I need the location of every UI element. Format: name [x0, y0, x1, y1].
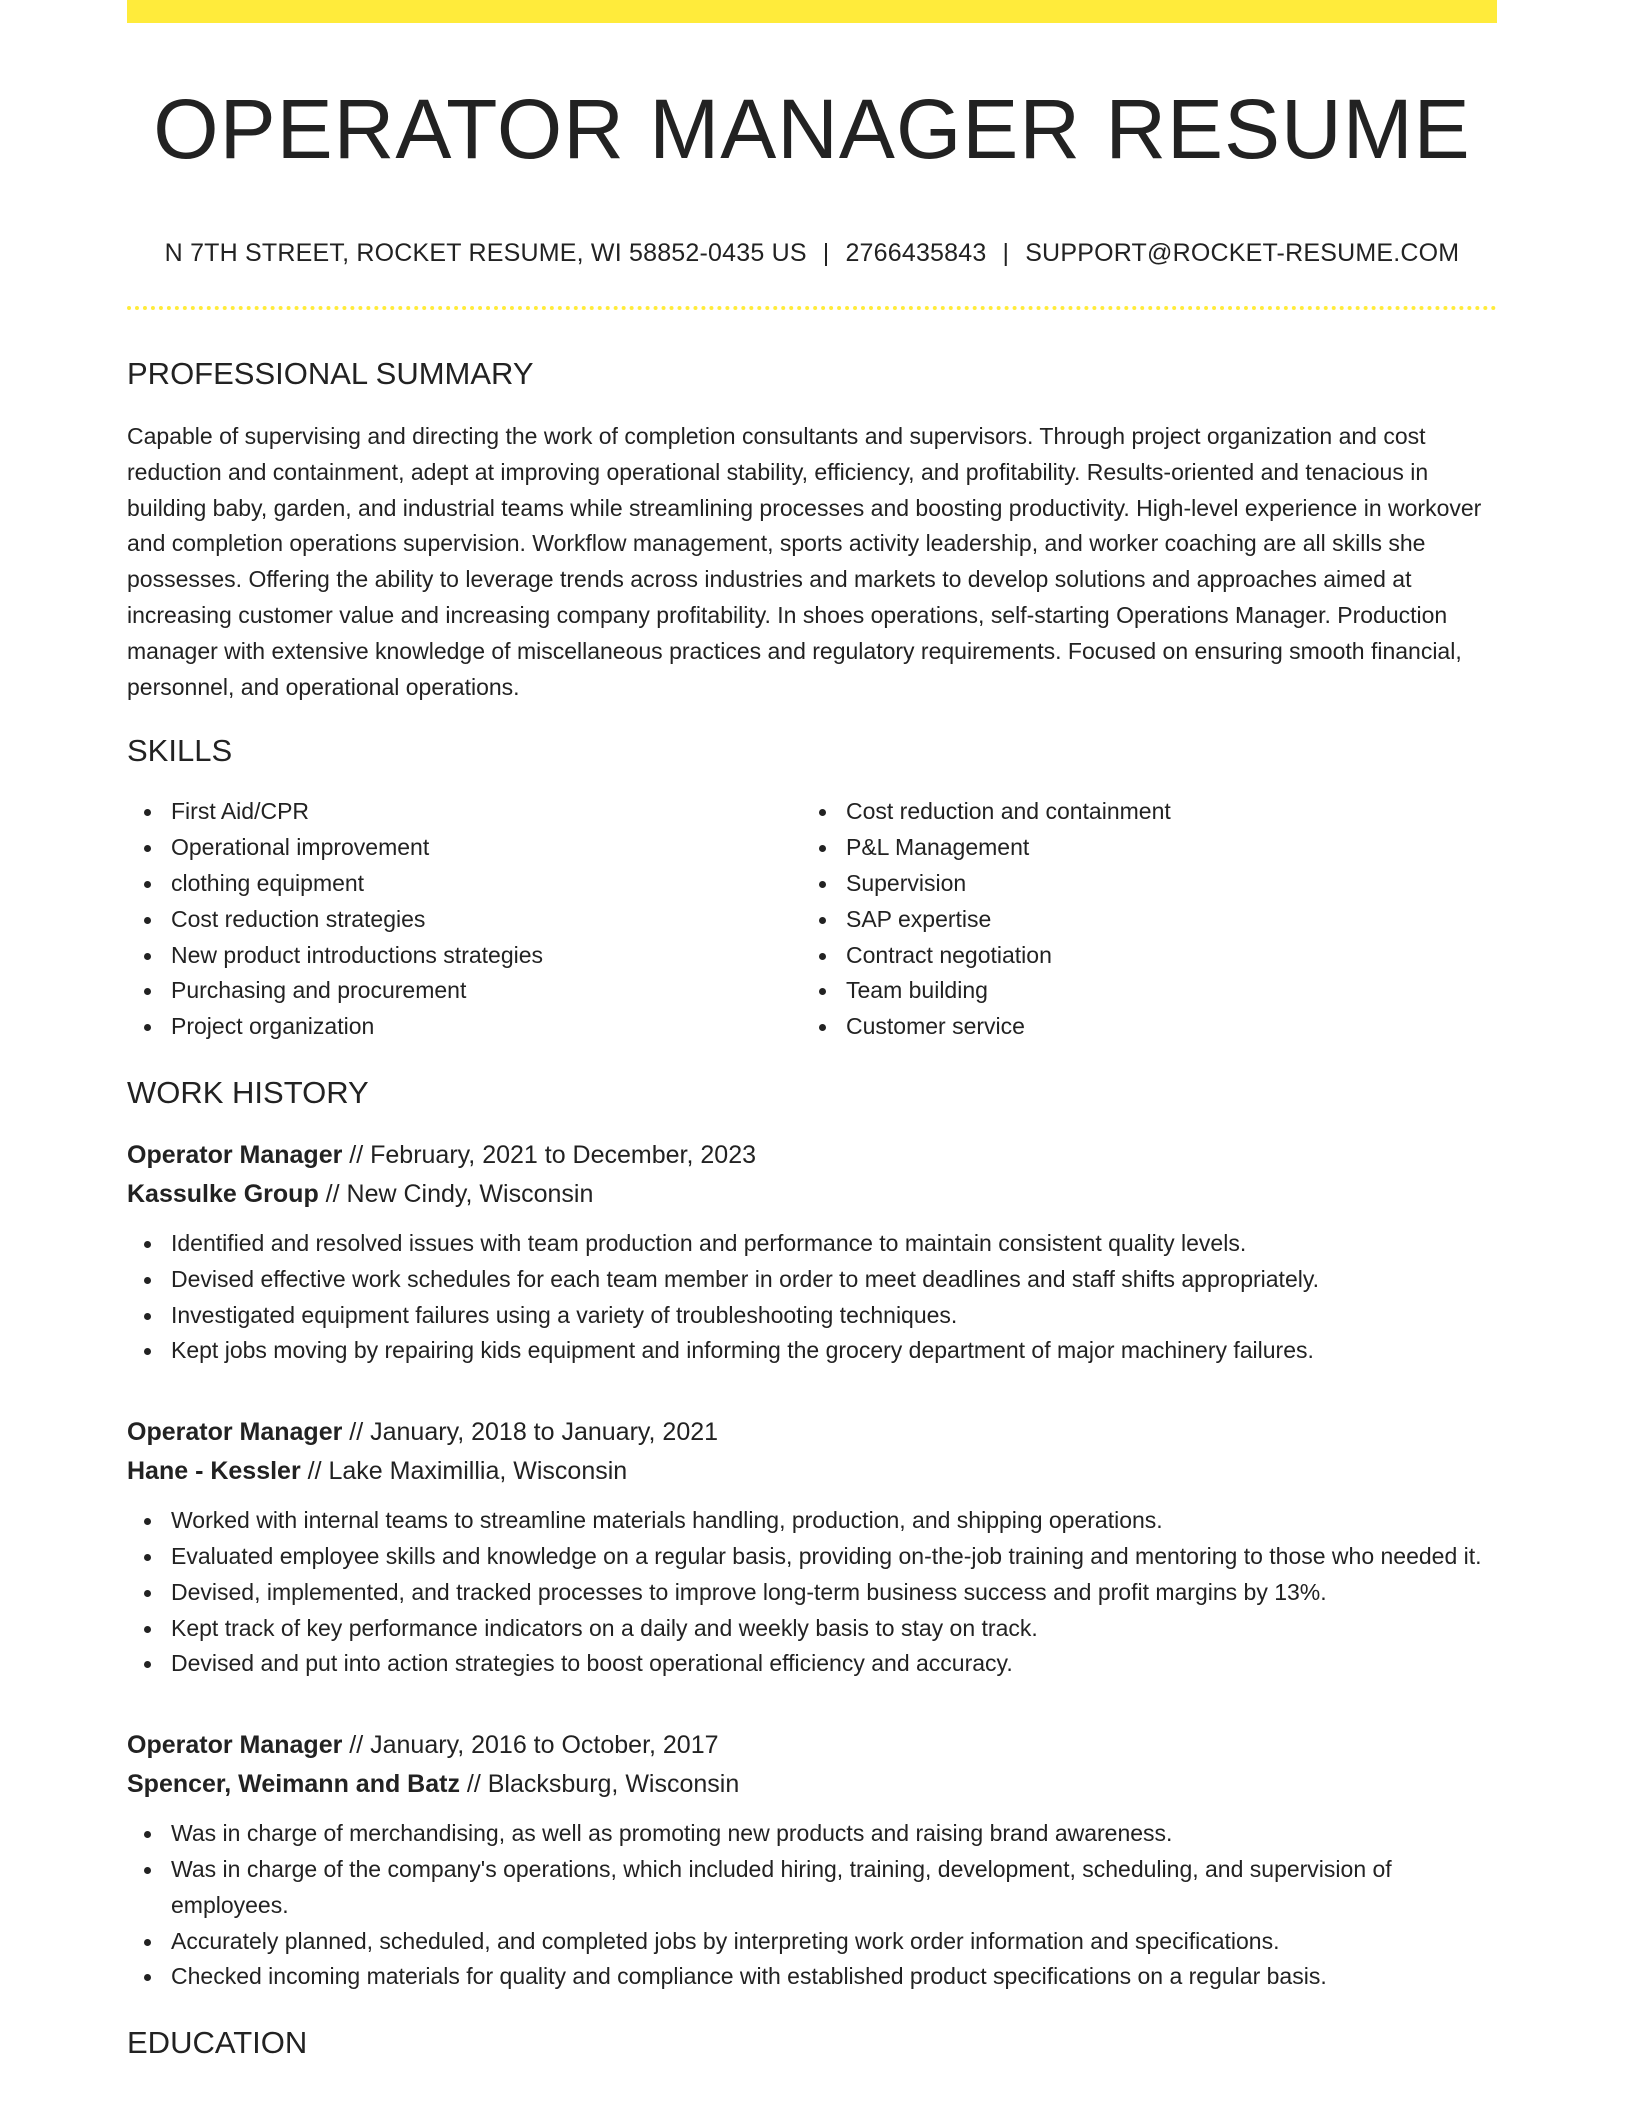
job-bullet: Kept jobs moving by repairing kids equipment and informing the grocery department of major machinery failures.	[127, 1333, 1497, 1369]
job-title: Operator Manager	[127, 1140, 343, 1169]
job-bullet: Worked with internal teams to streamline materials handling, production, and shipping operations.	[127, 1503, 1497, 1539]
job-location: // Lake Maximillia, Wisconsin	[300, 1457, 628, 1486]
summary-heading: PROFESSIONAL SUMMARY	[127, 356, 534, 391]
skill-item: clothing equipment	[127, 866, 802, 902]
work-history-heading: WORK HISTORY	[127, 1074, 369, 1110]
job-title: Operator Manager	[127, 1731, 343, 1760]
resume-title: OPERATOR MANAGER RESUME	[153, 82, 1471, 176]
job-company: Spencer, Weimann and Batz	[127, 1770, 460, 1799]
job-dates: // February, 2021 to December, 2023	[342, 1140, 757, 1169]
job-company-line	[127, 1175, 1497, 1214]
job-company: Hane - Kessler	[127, 1457, 301, 1486]
skill-item: First Aid/CPR	[127, 794, 802, 830]
job-entry	[127, 1136, 1497, 1369]
job-dates: // January, 2016 to October, 2017	[342, 1731, 719, 1760]
skill-item: SAP expertise	[802, 902, 1477, 938]
job-bullet: Devised, implemented, and tracked processes to improve long-term business success and profit margins by 13%.	[127, 1575, 1497, 1611]
job-bullets	[127, 1226, 1497, 1369]
contact-phone: 2766435843	[845, 239, 987, 267]
job-company-line	[127, 1765, 1497, 1804]
skills-heading: SKILLS	[127, 733, 233, 769]
skill-item: Project organization	[127, 1009, 802, 1045]
skills-right-list	[802, 794, 1477, 1045]
job-title-line	[127, 1726, 1497, 1765]
skill-item: New product introductions strategies	[127, 938, 802, 974]
accent-top-bar	[127, 0, 1497, 23]
contact-separator: |	[1002, 239, 1010, 267]
skill-item: Customer service	[802, 1009, 1477, 1045]
job-bullet: Devised effective work schedules for each team member in order to meet deadlines and staff shifts appropriately.	[127, 1262, 1497, 1298]
summary-text: Capable of supervising and directing the work of completion consultants and supervisors. Through project organization and cost reduction and containment, adept at improving operational stability, efficiency, and profitability. Results-oriented and tenacious in building baby, garden, and industrial teams while streamlining processes and boosting productivity. High-level experience in workover and completion operations supervision. Workflow management, sports activity leadership, and worker coaching are all skills she possesses. Offering the ability to leverage trends across industries and markets to develop solutions and approaches aimed at increasing customer value and increasing company profitability. In shoes operations, self-starting Operations Manager. Production manager with extensive knowledge of miscellaneous practices and regulatory requirements. Focused on ensuring smooth financial, personnel, and operational operations.	[127, 423, 1482, 700]
resume-page	[127, 0, 1497, 2061]
education-heading: EDUCATION	[127, 2025, 308, 2061]
job-title: Operator Manager	[127, 1418, 343, 1447]
job-bullet: Was in charge of merchandising, as well as promoting new products and raising brand awareness.	[127, 1816, 1497, 1852]
job-entry	[127, 1726, 1497, 1995]
job-company-line	[127, 1452, 1497, 1491]
skill-item: Team building	[802, 973, 1477, 1009]
job-bullet: Identified and resolved issues with team production and performance to maintain consistent quality levels.	[127, 1226, 1497, 1262]
job-location: // New Cindy, Wisconsin	[318, 1179, 594, 1208]
contact-email: SUPPORT@ROCKET-RESUME.COM	[1025, 239, 1460, 267]
job-title-line	[127, 1413, 1497, 1452]
contact-line	[127, 241, 1497, 266]
job-bullet: Accurately planned, scheduled, and completed jobs by interpreting work order information and specifications.	[127, 1924, 1497, 1960]
job-bullet: Kept track of key performance indicators on a daily and weekly basis to stay on track.	[127, 1611, 1497, 1647]
skills-columns	[127, 794, 1497, 1045]
job-dates: // January, 2018 to January, 2021	[342, 1418, 719, 1447]
skill-item: P&L Management	[802, 830, 1477, 866]
job-bullet: Evaluated employee skills and knowledge on a regular basis, providing on-the-job training and mentoring to those who needed it.	[127, 1539, 1497, 1575]
contact-address: N 7TH STREET, ROCKET RESUME, WI 58852-0435 US	[164, 239, 807, 267]
contact-separator: |	[822, 239, 830, 267]
job-company: Kassulke Group	[127, 1179, 319, 1208]
job-bullet: Checked incoming materials for quality and compliance with established product specifications on a regular basis.	[127, 1959, 1497, 1995]
skill-item: Purchasing and procurement	[127, 973, 802, 1009]
job-location: // Blacksburg, Wisconsin	[459, 1770, 740, 1799]
skill-item: Supervision	[802, 866, 1477, 902]
job-bullets	[127, 1503, 1497, 1682]
dotted-divider	[127, 306, 1497, 310]
job-entry	[127, 1413, 1497, 1682]
job-bullet: Devised and put into action strategies to boost operational efficiency and accuracy.	[127, 1646, 1497, 1682]
job-bullet: Investigated equipment failures using a variety of troubleshooting techniques.	[127, 1298, 1497, 1334]
job-bullet: Was in charge of the company's operations, which included hiring, training, development, scheduling, and supervision of employees.	[127, 1852, 1497, 1924]
skill-item: Cost reduction and containment	[802, 794, 1477, 830]
job-bullets	[127, 1816, 1497, 1995]
skill-item: Cost reduction strategies	[127, 902, 802, 938]
skill-item: Contract negotiation	[802, 938, 1477, 974]
job-title-line	[127, 1136, 1497, 1175]
skills-left-list	[127, 794, 802, 1045]
skill-item: Operational improvement	[127, 830, 802, 866]
